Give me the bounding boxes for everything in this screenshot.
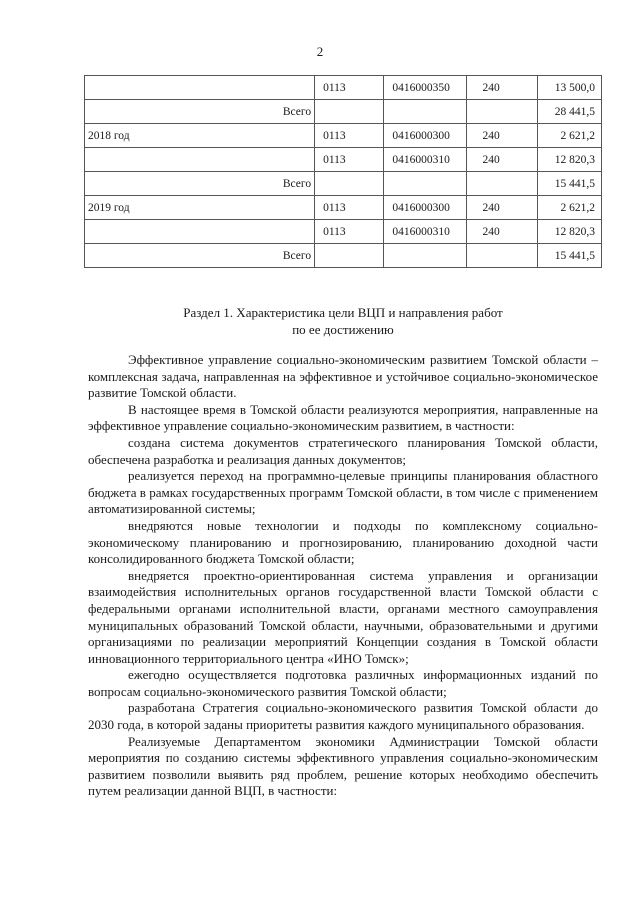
- paragraph: В настоящее время в Томской области реализуются мероприятия, направленные на эффективное управление социально-экономическим развитием, в частности:: [88, 401, 598, 434]
- target-code-cell: 0416000300: [384, 196, 466, 220]
- code-cell: [315, 172, 384, 196]
- row-label-cell: Всего: [85, 100, 315, 124]
- amount-cell: 2 621,2: [537, 196, 601, 220]
- target-code-cell: 0416000350: [384, 76, 466, 100]
- table-row: [85, 172, 602, 196]
- paragraph: внедряются новые технологии и подходы по комплексному социально-экономическому планированию и прогнозированию, планированию доходной части консолидированного бюджета Томской области;: [88, 517, 598, 567]
- table-row: [85, 100, 602, 124]
- row-label-cell: 2019 год: [85, 196, 315, 220]
- table-row: [85, 148, 602, 172]
- type-code-cell: 240: [466, 220, 537, 244]
- paragraph: ежегодно осуществляется подготовка различных информационных изданий по вопросам социально-экономического развития Томской области;: [88, 667, 598, 699]
- amount-cell: 2 621,2: [537, 124, 601, 148]
- row-label-cell: [85, 148, 315, 172]
- table-row: [85, 196, 602, 220]
- table-row: [85, 124, 602, 148]
- row-label-cell: Всего: [85, 244, 315, 268]
- amount-cell: 13 500,0: [537, 76, 601, 100]
- amount-cell: 15 441,5: [537, 172, 601, 196]
- section-title: [84, 304, 602, 338]
- paragraph: внедряется проектно-ориентированная система управления и организации взаимодействия исполнительных органов государственной власти Томской области с федеральными органами исполнительной власти, органами местного самоуправления муниципальных образований Томской области, научными, образовательными и другими организациями по реализации мероприятий Концепции создания в Томской области инновационного территориального центра «ИНО Томск»;: [88, 567, 598, 666]
- code-cell: 0113: [315, 124, 384, 148]
- type-code-cell: 240: [466, 76, 537, 100]
- target-code-cell: [384, 244, 466, 268]
- target-code-cell: 0416000300: [384, 124, 466, 148]
- page-number: 2: [316, 44, 324, 59]
- code-cell: [315, 244, 384, 268]
- code-cell: [315, 100, 384, 124]
- row-label-cell: [85, 76, 315, 100]
- amount-cell: 12 820,3: [537, 148, 601, 172]
- budget-table-body: [85, 76, 602, 268]
- table-row: [85, 76, 602, 100]
- table-row: [85, 244, 602, 268]
- code-cell: 0113: [315, 76, 384, 100]
- type-code-cell: [466, 244, 537, 268]
- section-title-line-1: Раздел 1. Характеристика цели ВЦП и направления работ: [183, 305, 503, 320]
- target-code-cell: 0416000310: [384, 148, 466, 172]
- target-code-cell: [384, 172, 466, 196]
- type-code-cell: 240: [466, 196, 537, 220]
- paragraph: Реализуемые Департаментом экономики Администрации Томской области мероприятия по созданию системы эффективного управления социально-экономическим развитием позволили выявить ряд проблем, решение которых необходимо обеспечить путем реализации данной ВЦП, в частности:: [88, 733, 598, 799]
- budget-table: [84, 75, 602, 268]
- amount-cell: 12 820,3: [537, 220, 601, 244]
- amount-cell: 28 441,5: [537, 100, 601, 124]
- paragraph: Эффективное управление социально-экономическим развитием Томской области – комплексная задача, направленная на эффективное и устойчивое социально-экономическое развитие Томской области.: [88, 352, 598, 401]
- target-code-cell: [384, 100, 466, 124]
- type-code-cell: 240: [466, 148, 537, 172]
- row-label-cell: 2018 год: [85, 124, 315, 148]
- amount-cell: 15 441,5: [537, 244, 601, 268]
- target-code-cell: 0416000310: [384, 220, 466, 244]
- code-cell: 0113: [315, 196, 384, 220]
- paragraph: реализуется переход на программно-целевые принципы планирования областного бюджета в рамках государственных программ Томской области, в том числе с применением автоматизированной системы;: [88, 468, 598, 517]
- type-code-cell: 240: [466, 124, 537, 148]
- row-label-cell: [85, 220, 315, 244]
- body-text: [88, 352, 598, 800]
- code-cell: 0113: [315, 220, 384, 244]
- section-title-line-2: по ее достижению: [292, 322, 394, 337]
- table-row: [85, 220, 602, 244]
- paragraph: создана система документов стратегического планирования Томской области, обеспечена разработка и реализация данных документов;: [88, 434, 598, 467]
- row-label-cell: Всего: [85, 172, 315, 196]
- code-cell: 0113: [315, 148, 384, 172]
- type-code-cell: [466, 100, 537, 124]
- paragraph: разработана Стратегия социально-экономического развития Томской области до 2030 года, в которой заданы приоритеты развития каждого муниципального образования.: [88, 700, 598, 733]
- type-code-cell: [466, 172, 537, 196]
